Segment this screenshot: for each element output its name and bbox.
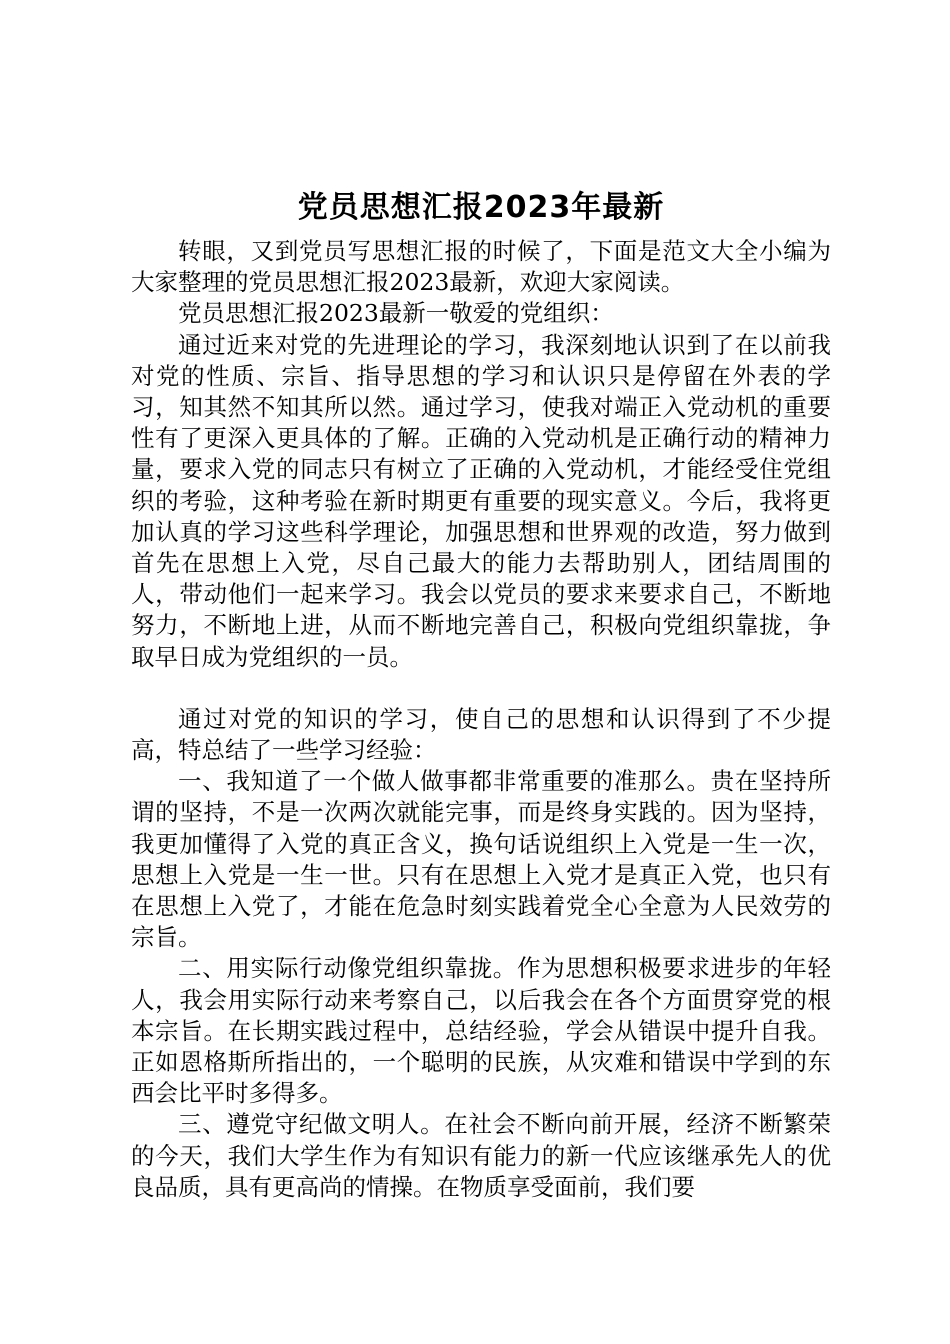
body-paragraph: 通过近来对党的先进理论的学习，我深刻地认识到了在以前我对党的性质、宗旨、指导思想的学习和认识只是停留在外表的学习，知其然不知其所以然。通过学习，使我对端正入党动机的重要性有了更深入更具体的了解。正确的入党动机是正确行动的精神力量，要求入党的同志只有树立了正确的入党动机，才能经受住党组织的考验，这种考验在新时期更有重要的现实意义。今后，我将更加认真的学习这些科学理论，加强思想和世界观的改造，努力做到首先在思想上入党，尽自己最大的能力去帮助别人，团结周围的人，带动他们一起来学习。我会以党员的要求来要求自己，不断地努力，不断地上进，从而不断地完善自己，积极向党组织靠拢，争取早日成为党组织的一员。 [131,330,831,671]
body-paragraph: 通过对党的知识的学习，使自己的思想和认识得到了不少提高，特总结了一些学习经验： [131,704,831,765]
document-page [131,186,831,1203]
salutation-paragraph: 党员思想汇报2023最新一敬爱的党组织： [178,299,614,328]
paragraph-spacer [131,673,831,704]
document-title: 党员思想汇报2023年最新 [297,190,665,225]
list-paragraph-3: 三、遵党守纪做文明人。在社会不断向前开展，经济不断繁荣的今天，我们大学生作为有知识有能力的新一代应该继承先人的优良品质，具有更高尚的情操。在物质享受面前，我们要 [131,1110,831,1201]
list-paragraph-1: 一、我知道了一个做人做事都非常重要的准那么。贵在坚持所谓的坚持，不是一次两次就能完事，而是终身实践的。因为坚持，我更加懂得了入党的真正含义，换句话说组织上入党是一生一次，思想上入党是一生一世。只有在思想上入党才是真正入党，也只有在思想上入党了，才能在危急时刻实践着党全心全意为人民效劳的宗旨。 [131,767,831,952]
list-paragraph-2: 二、用实际行动像党组织靠拢。作为思想积极要求进步的年轻人，我会用实际行动来考察自己，以后我会在各个方面贯穿党的根本宗旨。在长期实践过程中，总结经验，学会从错误中提升自我。正如恩格斯所指出的，一个聪明的民族，从灾难和错误中学到的东西会比平时多得多。 [131,954,831,1108]
intro-paragraph: 转眼，又到党员写思想汇报的时候了，下面是范文大全小编为大家整理的党员思想汇报2023最新，欢迎大家阅读。 [131,237,831,297]
